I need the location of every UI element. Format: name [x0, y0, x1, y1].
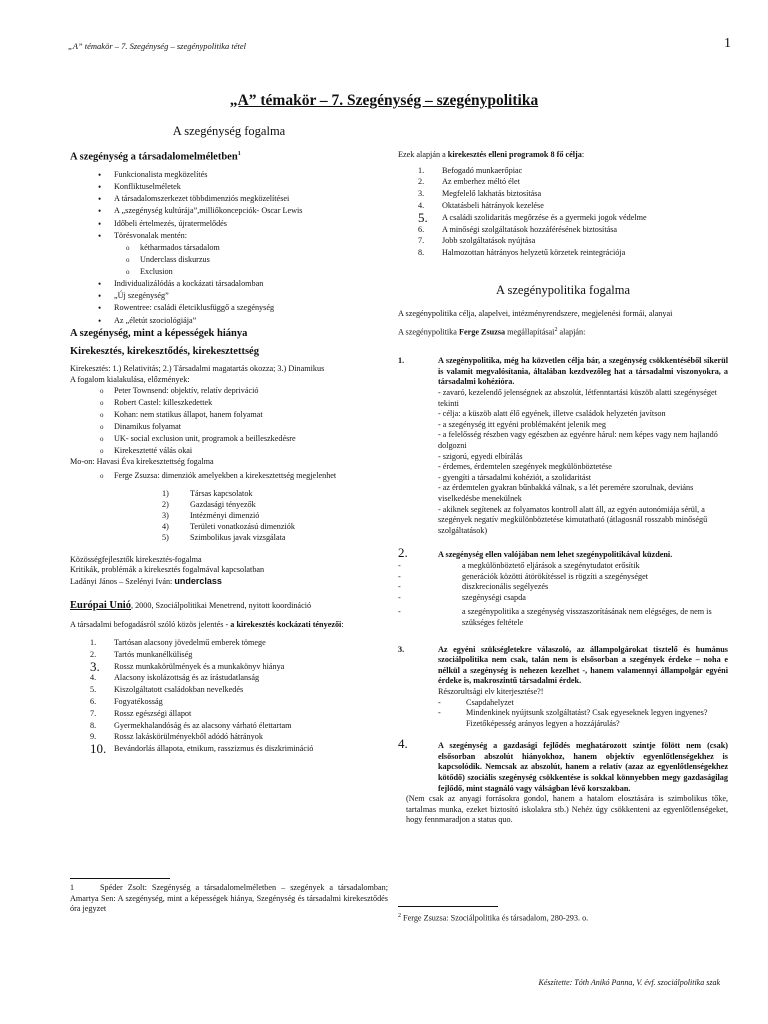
- page-footer: Készítette: Tóth Anikó Panna, V. évf. szociálpolitika szak: [538, 978, 720, 987]
- dimension-item: 5) Szimbolikus javak vizsgálata: [162, 532, 286, 542]
- list-item: o kétharmados társadalom: [70, 242, 388, 254]
- point-3-item: - Csapdahelyzet: [438, 698, 728, 709]
- exclusion-origins: A fogalom kialakulása, előzmények:: [70, 374, 190, 384]
- list-item: • A „szegénység kultúrája”,milliőkoncepciók- Oscar Lewis: [70, 205, 388, 217]
- list-item: 4. Alacsony iskolázottság és az írástudatlanság: [90, 673, 260, 683]
- point-2-statement: A szegénység ellen valójában nem lehet szegénypolitikával küzdeni.: [438, 550, 673, 560]
- goals-list: [398, 165, 728, 259]
- left-column: [70, 126, 388, 755]
- dimension-item: 1) Társas kapcsolatok: [162, 488, 253, 498]
- eu-heading: Európai Unió, 2000, Szociálpolitikai Menetrend, nyitott koordináció: [70, 600, 312, 612]
- point-1-line: - gyengíti a társadalmi kohéziót, a szolidaritást: [438, 472, 592, 482]
- list-item: o Underclass diskurzus: [70, 254, 388, 266]
- list-item: • Törésvonalak mentén:: [70, 230, 388, 242]
- ferge-item: [44, 470, 388, 482]
- list-item: • „Új szegénység”: [70, 290, 388, 302]
- right-footnote: [398, 906, 728, 924]
- subheading-social-theory: A szegénység a társadalomelméletben$^1$: [70, 150, 241, 163]
- exclusion-precedents: [44, 385, 388, 457]
- footnote-separator: [398, 906, 498, 907]
- list-item: 3. Rossz munkakörülmények és a munkakönyv hiánya: [90, 658, 285, 674]
- point-1-line: - a szegénység itt egyéni problémaként jelenik meg: [438, 419, 607, 429]
- point-4-remark: (Nem csak az anyagi forrásokra gondol, hanem a hatalom elosztására is szimbolikus tőke, tartalmas munka, ezeket biztosító iskolakra stb.) Nehéz úgy csökkenteni az egyenlőtlenségeket, hogy fennmaradjon a status quo.: [406, 794, 728, 825]
- list-item: o Kirekesztetté válás okai: [44, 445, 388, 457]
- list-item: 8. Halmozottan hátrányos helyzetű körzetek reintegrációja: [418, 248, 626, 258]
- section-title-poverty-concept: A szegénység fogalma: [172, 124, 286, 138]
- left-footnote: [70, 878, 388, 915]
- list-item: 9. Rossz lakáskörülményekből adódó hátrányok: [90, 732, 263, 742]
- list-item: 8. Gyermekhalandóság és az alacsony várható élettartam: [90, 720, 292, 730]
- ladanyi-szelenyi: Ladányi János – Szelényi Iván: underclass: [70, 575, 222, 586]
- section-title-poverty-policy: A szegénypolitika fogalma: [496, 282, 630, 297]
- point-4: 4. A szegénység a gazdasági fejlődés meghatározott szintje fölött nem (csak) elsősorban abszolút hiányokhoz, hanem objektív egyenlőtlenségekhez is kapcsolódik. Nemcsak az abszolút, hanem a relatív (azaz az egyenlőtlenségekhez kötődő) szociális szegénység csökkentése is sokkal könnyebben megy gazdaságilag fejlődő, mint stagnáló vagy válságban lévő korszakban.: [398, 736, 728, 793]
- list-item: o Robert Castel: killeszkedettek: [44, 397, 388, 409]
- point-2-item: - a megkülönböztető eljárások a szegénytudatot erősítik: [398, 561, 728, 572]
- list-item: 1. Tartósan alacsony jövedelmű emberek tömege: [90, 638, 266, 648]
- list-item: 6. A minőségi szolgáltatások hozzáférésének biztosítása: [418, 224, 618, 234]
- list-item: • Az „életút szociológiája”: [70, 315, 388, 327]
- havasi-concept: Mo-on: Havasi Éva kirekesztettség fogalma: [70, 457, 214, 467]
- list-item: 7. Jobb szolgáltatások nyújtása: [418, 236, 536, 246]
- dimension-item: 3) Intézményi dimenzió: [162, 510, 260, 520]
- list-item: • Konfliktuselméletek: [70, 181, 388, 193]
- point-1-statement: A szegénypolitika, még ha közvetlen célja bár, a szegénység csökkentéséből sikerül is valamit megvalósítania, általában kezdvezőleg hat a társadalmi viszonyokra, a társadalmi kohézióra.: [438, 356, 728, 387]
- subheading-exclusion: Kirekesztés, kirekesztődés, kirekesztettség: [70, 346, 259, 358]
- point-2: 2. A szegénység ellen valójában nem lehet szegénypolitikával küzdeni. - a megkülönböztető eljárások a szegénytudatot erősítik - generációk közötti átörökítéssel is rögzíti a szegénységet - diszkrecionális segélyezés - szegénységi csapda - a szegénypolitika a szegénység visszaszorításának nem elégséges, de nem is szükséges feltétele: [398, 550, 728, 628]
- point-2-item: - generációk közötti átörökítéssel is rögzíti a szegénységet: [398, 572, 728, 583]
- list-item: 5. Kiszolgáltatott családokban nevelkedés: [90, 685, 244, 695]
- list-item: 6. Fogyatékosság: [90, 697, 163, 707]
- list-item: 4. Oktatásbeli hátrányok kezelése: [418, 200, 544, 210]
- list-item: 2. Tartós munkanélküliség: [90, 649, 193, 659]
- document-title: „A” témakör – 7. Szegénység – szegénypolitika: [229, 92, 539, 109]
- point-1-line: - szigorú, egyedi elbírálás: [438, 451, 523, 461]
- point-1-line: - érdemes, érdemtelen szegények megkülönböztetése: [438, 462, 612, 472]
- point-3-statement: Az egyéni szükségletekre válaszoló, az állampolgárokat tisztelő és humánus szociálpolitika nem csak, talán nem is elsősorban a szegények érdeke – noha e nélkül a szegénység is nehezen kezelhet -, hanem valamennyi állampolgár egyéni érdeke is, makroszintű társadalmi érdek.: [438, 644, 728, 686]
- list-item: o Ferge Zsuzsa: dimenziók amelyekben a kirekesztettség megjelenhet: [44, 470, 388, 482]
- community-developers: Közösségfejlesztők kirekesztés-fogalma: [70, 554, 202, 564]
- list-item: o UK- social exclusion unit, programok a beilleszkedésre: [44, 433, 388, 445]
- exclusion-features: Kirekesztés: 1.) Relativitás; 2.) Társadalmi magatartás okozza; 3.) Dinamikus: [70, 363, 325, 373]
- point-2-item: - diszkrecionális segélyezés: [398, 582, 728, 593]
- point-1-line: - zavaró, kezelendő jelenségnek az abszolút, létfenntartási küszöb alatti szegénységet tekinti: [438, 388, 717, 408]
- list-item: 3. Megfelelő lakhatás biztosítása: [418, 189, 542, 199]
- point-3-line: Részorultsági elv kiterjesztése?!: [438, 686, 544, 696]
- list-item: o Exclusion: [70, 266, 388, 278]
- risk-factors-list: [70, 637, 388, 755]
- footnote-separator: [70, 878, 170, 879]
- point-1-line: - akiknek segítenek az folyamatos kontroll alatt áll, az egyén autonómiája sérül, a szegények negatív megkülönböztetése kimutatható (átlagosnál rosszabb minőségű szolgáltatások): [438, 504, 708, 535]
- right-column: [398, 150, 728, 826]
- subheading-capabilities: A szegénység, mint a képességek hiánya: [70, 327, 248, 339]
- page-number: 1: [724, 36, 731, 51]
- list-item: 1. Befogadó munkaerőpiac: [418, 165, 523, 175]
- list-item: • Individualizálódás a kockázati társadalomban: [70, 278, 388, 290]
- policy-definition: A szegénypolitika célja, alapelvei, intézményrendszere, megjelenési formái, alanyai: [398, 308, 673, 318]
- point-1-line: - célja: a küszöb alatt élő egyének, illetve családok helyzetén javítson: [438, 409, 666, 419]
- theory-list: [70, 169, 388, 242]
- list-item: • Rowentree: családi életciklusfüggő a szegénység: [70, 302, 388, 314]
- list-item: 10. Bevándorlás állapota, etnikum, rasszizmus és diszkrimináció: [90, 741, 314, 757]
- point-4-statement: A szegénység a gazdasági fejlődés meghatározott szintje fölött nem (csak) elsősorban abszolút hiányokhoz, hanem objektív egyenlőtlenségekhez is kapcsolódik. Nemcsak az abszolút, hanem a relatív (azaz az egyenlőtlenségekhez kötődő) szociális szegénység csökkentése is sokkal könnyebben megy gazdaságilag fejlődő, mint stagnáló vagy válságban lévő korszakban.: [438, 741, 728, 793]
- point-3-item: - Mindenkinek nyújtsunk szolgáltatást? Csak egyeseknek legyen ingyenes? Fizetőképesség arányos legyen a hozzájárulás?: [438, 708, 728, 729]
- dimension-item: 4) Területi vonatkozású dimenziók: [162, 521, 295, 531]
- point-2-item: - a szegénypolitika a szegénység visszaszorításának nem elégséges, de nem is szükséges feltétele: [398, 607, 728, 628]
- running-header: „A” témakör – 7. Szegénység – szegénypolitika tétel: [68, 41, 246, 51]
- point-1-line: - az érdemtelen gyakran bűnbakká válnak, s a lét peremére szorulnak, deviáns viselkedésbe menekülnek: [438, 483, 694, 504]
- point-3: 3. Az egyéni szükségletekre válaszoló, az állampolgárokat tisztelő és humánus szociálpolitika nem csak, talán nem is elsősorban a szegények érdeke – noha e nélkül a szegénység is nehezen kezelhet -, hanem valamennyi állampolgár egyéni érdeke is, makroszintű társadalmi érdek. Részorultsági elv kiterjesztése?! - Csapdahelyzet - Mindenkinek nyújtsunk szolgáltatást? Csak egyeseknek legyen ingyenes? Fizetőképesség arányos legyen a hozzájárulás?: [398, 645, 728, 730]
- list-item: o Kohan: nem statikus állapot, hanem folyamat: [44, 409, 388, 421]
- list-item: o Dinamikus folyamat: [44, 421, 388, 433]
- point-1: 1. A szegénypolitika, még ha közvetlen célja bár, a szegénység csökkentéséből sikerül is valamit megvalósítania, általában kezdvezőleg hat a társadalmi viszonyokra, a társadalmi kohézióra. - zavaró, kezelendő jelenségnek az abszolút, létfenntartási küszöb alatti szegénységet tekinti - célja: a küszöb alatt élő egyének, illetve családok helyzetén javítson - a szegénység itt egyéni problémaként jelenik meg - a felelősség részben vagy egészben az egyénre hárul: nem képes vagy nem hajlandó dolgozni - szigorú, egyedi elbírálás - érdemes, érdemtelen szegények megkülönböztetése - gyengíti a társadalmi kohéziót, a szolidaritást - az érdemtelen gyakran bűnbakká válnak, s a lét peremére szorulnak, deviáns viselkedésbe menekülnek - akiknek segítenek az folyamatos kontroll alatt áll, az egyén autonómiája sérül, a szegények negatív megkülönböztetése kimutatható (átlagosnál rosszabb minőségű szolgáltatások): [398, 356, 728, 535]
- ferge-dimensions: [70, 488, 388, 543]
- dimension-item: 2) Gazdasági tényezők: [162, 499, 256, 509]
- theory-list-continued: [70, 278, 388, 327]
- point-1-line: - a felelősség részben vagy egészben az egyénre hárul: nem képes vagy nem hajlandó dolgozni: [438, 430, 718, 451]
- goals-intro: Ezek alapján a kirekesztés elleni programok 8 fő célja:: [398, 150, 585, 159]
- ferge-statements: A szegénypolitika Ferge Zsuzsa megállapításai$^2$ alapján:: [398, 326, 586, 337]
- footnote-text: $^2$ Ferge Zsuzsa: Szociálpolitika és társadalom, 280-293. o.: [398, 913, 589, 923]
- fault-line-sublist: [70, 242, 388, 278]
- list-item: • Időbeli értelmezés, újratermelődés: [70, 218, 388, 230]
- list-item: o Peter Townsend: objektív, relatív depriváció: [44, 385, 388, 397]
- critiques: Kritikák, problémák a kirekesztés fogalmával kapcsolatban: [70, 565, 265, 575]
- list-item: • Funkcionalista megközelítés: [70, 169, 388, 181]
- list-item: 5. A családi szolidaritás megőrzése és a gyermeki jogok védelme: [418, 209, 647, 225]
- list-item: • A társadalomszerkezet többdimenziós megközelítései: [70, 193, 388, 205]
- point-2-item: - szegénységi csapda: [398, 593, 728, 604]
- list-item: 2. Az emberhez méltó élet: [418, 177, 520, 187]
- footnote-text: 1 Spéder Zsolt: Szegénység a társadalomelméletben – szegények a társadalomban; Amartya Sen: A szegénység, mint a képességek hiánya, Szegénység és társadalmi kirekesztődés óra jegyzet: [70, 883, 388, 914]
- list-item: 7. Rossz egészségi állapot: [90, 708, 192, 718]
- joint-report: A társadalmi befogadásról szóló közös jelentés - a kirekesztés kockázati tényezői:: [70, 620, 344, 630]
